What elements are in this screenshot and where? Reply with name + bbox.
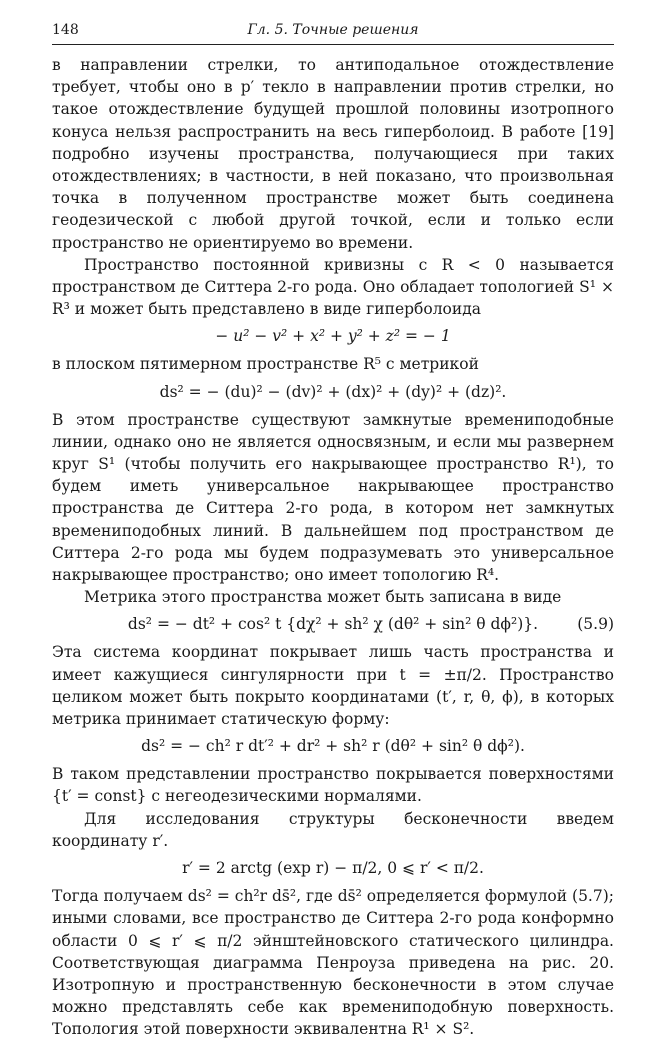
equation-5-9	[52, 611, 614, 637]
running-title: Гл. 5. Точные решения	[247, 22, 419, 38]
paragraph-9: Тогда получаем ds² = ch²r ds̄², где ds̄² определяется формулой (5.7); иными словами, все пространство де Ситтера 2-го рода конформно области 0 ⩽ r′ ⩽ π/2 эйнштейновского статического цилиндра. Соответствующая диаграмма Пенроуза приведена на рис. 20. Изотропную и пространственную бесконечности в этом случае можно представлять себе как времениподобную поверхность. Топология этой поверхности эквивалентна R¹ × S².	[52, 887, 614, 1039]
paragraph-2: Пространство постоянной кривизны с R < 0 называется пространством де Ситтера 2-го рода. Оно обладает топологией S¹ × R³ и может быть представлено в виде гиперболоида	[52, 255, 614, 319]
page-number: 148	[52, 22, 79, 38]
paragraph-8: Для исследования структуры бесконечности введем координату r′.	[52, 809, 614, 850]
paragraph-3: в плоском пятимерном пространстве R⁵ с метрикой	[52, 355, 479, 374]
page-body	[52, 54, 614, 1041]
equation-static-metric: ds² = − ch² r dt′² + dr² + sh² r (dθ² + sin² θ dϕ²).	[141, 737, 525, 756]
page-header	[52, 18, 614, 42]
paragraph-1: в направлении стрелки, то антиподальное отождествление требует, чтобы оно в p′ текло в направлении против стрелки, но такое отождествление будущей прошлой половины изотропного конуса нельзя распространить на весь гиперболоид. В работе [19] подробно изучены пространства, получающиеся при таких отождествлениях; в частности, в ней показано, что произвольная точка в полученном пространстве может быть соединена геодезической с любой другой точкой, если и только если пространство не ориентируемо во времени.	[52, 56, 614, 252]
paragraph-4: В этом пространстве существуют замкнутые времениподобные линии, однако оно не является односвязным, и если мы развернем круг S¹ (чтобы получить его накрывающее пространство R¹), то будем иметь универсальное накрывающее пространство пространства де Ситтера 2-го рода, в котором нет замкнутых времениподобных линий. В дальнейшем под пространством де Ситтера 2-го рода мы будем подразумевать это универсальное накрывающее пространство; оно имеет топологию R⁴.	[52, 410, 614, 585]
equation-conformal-coordinate: r′ = 2 arctg (exp r) − π/2, 0 ⩽ r′ < π/2.	[182, 859, 484, 878]
equation-number: (5.9)	[577, 615, 614, 634]
paragraph-6: Эта система координат покрывает лишь часть пространства и имеет кажущиеся сингулярности при t = ±π/2. Пространство целиком может быть покрыто координатами (t′, r, θ, ϕ), в которых метрика принимает статическую форму:	[52, 643, 614, 729]
equation-flat-metric: ds² = − (du)² − (dv)² + (dx)² + (dy)² + (dz)².	[159, 382, 507, 401]
paragraph-7: В таком представлении пространство покрывается поверхностями {t′ = const} с негеодезическими нормалями.	[52, 765, 614, 806]
equation-5-9-body: ds² = − dt² + cos² t {dχ² + sh² χ (dθ² + sin² θ dϕ²)}.	[127, 615, 539, 634]
equation-hyperboloid: − u² − v² + x² + y² + z² = − 1	[215, 327, 451, 346]
paragraph-5: Метрика этого пространства может быть записана в виде	[84, 588, 562, 607]
header-rule	[52, 44, 614, 45]
